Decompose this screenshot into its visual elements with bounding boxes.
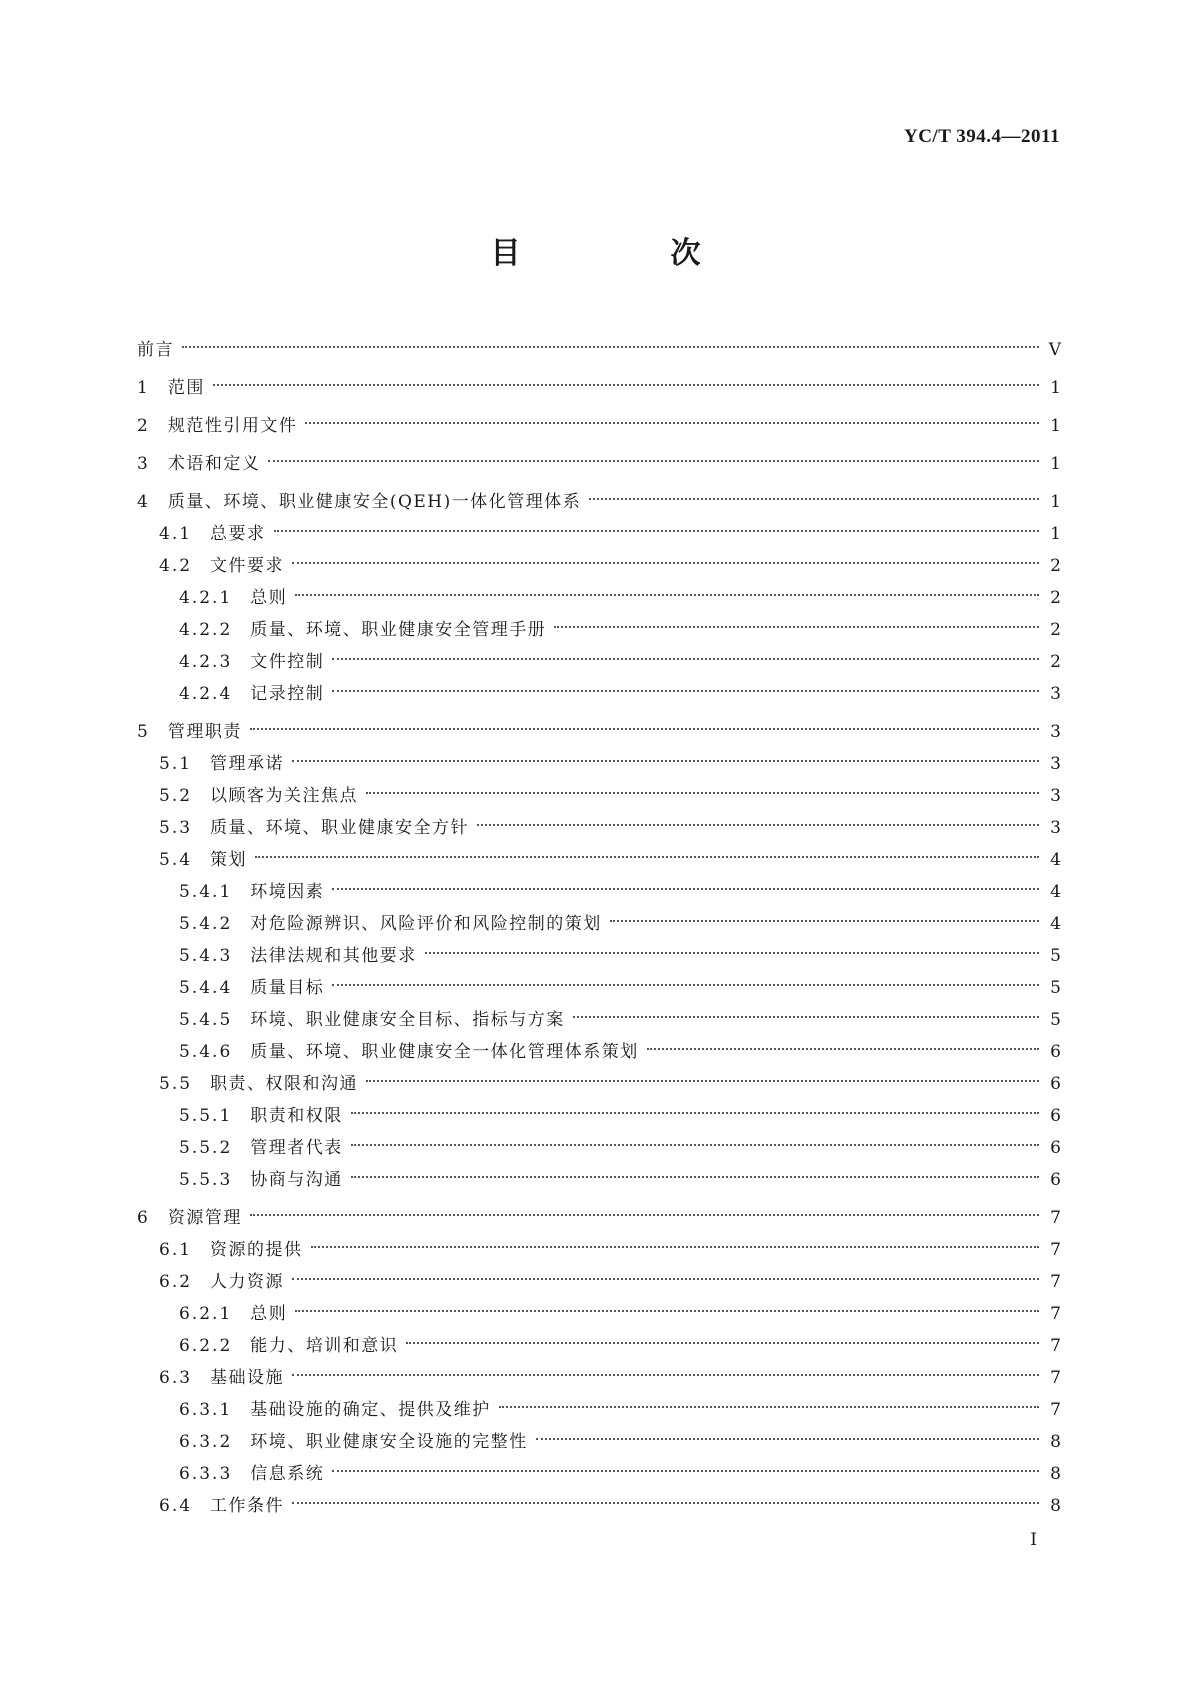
toc-entry[interactable]	[137, 486, 1061, 518]
toc-entry-page: 2	[1050, 620, 1061, 640]
toc-dot-leader	[182, 346, 1039, 348]
toc-entry-page: 7	[1050, 1336, 1061, 1356]
toc-entry[interactable]	[137, 876, 1061, 908]
toc-entry-title: 总则	[250, 588, 288, 608]
toc-entry-number: 6.2	[159, 1272, 193, 1292]
toc-entry[interactable]	[137, 1004, 1061, 1036]
toc-entry[interactable]	[137, 410, 1061, 442]
toc-dot-leader	[589, 498, 1039, 500]
toc-dot-leader	[292, 1502, 1039, 1504]
toc-entry-page: 4	[1050, 882, 1061, 902]
toc-dot-leader	[255, 856, 1039, 858]
toc-entry-title: 工作条件	[210, 1496, 285, 1516]
toc-entry-page: 5	[1050, 978, 1061, 998]
toc-dot-leader	[351, 1144, 1039, 1146]
toc-entry-title: 资源的提供	[210, 1240, 303, 1260]
toc-entry-title: 环境因素	[250, 882, 325, 902]
toc-dot-leader	[292, 1374, 1039, 1376]
toc-dot-leader	[366, 792, 1039, 794]
toc-entry-number: 4.2	[159, 556, 193, 576]
toc-entry-page: 1	[1050, 416, 1061, 436]
toc-entry[interactable]	[137, 1298, 1061, 1330]
toc-dot-leader	[573, 1016, 1039, 1018]
toc-entry-number: 4.2.3	[179, 652, 233, 672]
toc-entry-title: 以顾客为关注焦点	[210, 786, 359, 806]
toc-entry-page: 8	[1050, 1432, 1061, 1452]
toc-entry[interactable]	[137, 1234, 1061, 1266]
toc-dot-leader	[536, 1438, 1039, 1440]
toc-entry-number: 6.3.3	[179, 1464, 233, 1484]
toc-entry[interactable]	[137, 748, 1061, 780]
toc-entry-title: 质量、环境、职业健康安全管理手册	[250, 620, 547, 640]
toc-entry-number: 1	[137, 378, 150, 398]
standard-code: YC/T 394.4—2011	[903, 126, 1060, 147]
toc-entry-page: 6	[1050, 1170, 1061, 1190]
toc-entry-number: 6.2.1	[179, 1304, 233, 1324]
toc-entry-page: 7	[1050, 1400, 1061, 1420]
toc-entry-number: 5.4.2	[179, 914, 233, 934]
toc-dot-leader	[311, 1246, 1039, 1248]
toc-dot-leader	[332, 658, 1039, 660]
toc-dot-leader	[406, 1342, 1039, 1344]
toc-entry[interactable]	[137, 448, 1061, 480]
table-of-contents	[137, 334, 1061, 1522]
toc-entry-title: 对危险源辨识、风险评价和风险控制的策划	[250, 914, 602, 934]
toc-entry-page: 2	[1050, 588, 1061, 608]
toc-entry-title: 前言	[137, 340, 174, 360]
toc-entry-number: 4.1	[159, 524, 193, 544]
toc-entry-number: 6	[137, 1208, 150, 1228]
toc-entry[interactable]	[137, 716, 1061, 748]
toc-entry-page: 3	[1050, 722, 1061, 742]
toc-dot-leader	[213, 384, 1039, 386]
toc-dot-leader	[305, 422, 1039, 424]
toc-entry[interactable]	[137, 1036, 1061, 1068]
toc-dot-leader	[477, 824, 1039, 826]
toc-entry-title: 协商与沟通	[250, 1170, 343, 1190]
toc-entry[interactable]	[137, 550, 1061, 582]
toc-dot-leader	[268, 460, 1039, 462]
toc-dot-leader	[295, 594, 1039, 596]
toc-entry-page: 5	[1050, 1010, 1061, 1030]
toc-dot-leader	[332, 690, 1039, 692]
toc-entry[interactable]	[137, 1362, 1061, 1394]
toc-entry-number: 5.4.3	[179, 946, 233, 966]
toc-entry-number: 6.3.1	[179, 1400, 233, 1420]
toc-entry-page: 3	[1050, 818, 1061, 838]
toc-entry[interactable]	[137, 1426, 1061, 1458]
toc-entry-page: 7	[1050, 1304, 1061, 1324]
toc-entry[interactable]	[137, 972, 1061, 1004]
toc-entry-page: 1	[1050, 454, 1061, 474]
toc-entry-title: 基础设施的确定、提供及维护	[250, 1400, 491, 1420]
toc-entry[interactable]	[137, 1490, 1061, 1522]
toc-entry[interactable]	[137, 614, 1061, 646]
toc-dot-leader	[250, 728, 1039, 730]
toc-dot-leader	[554, 626, 1039, 628]
toc-entry-title: 质量、环境、职业健康安全方针	[210, 818, 470, 838]
toc-entry-number: 4	[137, 492, 150, 512]
toc-entry[interactable]	[137, 334, 1061, 366]
toc-entry-page: 8	[1050, 1464, 1061, 1484]
toc-entry-title: 管理职责	[167, 722, 242, 742]
toc-entry-title: 管理者代表	[250, 1138, 343, 1158]
toc-entry-title: 法律法规和其他要求	[250, 946, 417, 966]
toc-entry-page: 6	[1050, 1138, 1061, 1158]
toc-entry-title: 能力、培训和意识	[250, 1336, 399, 1356]
toc-entry-title: 职责、权限和沟通	[210, 1074, 359, 1094]
toc-entry-number: 5.4	[159, 850, 193, 870]
toc-entry-number: 6.3.2	[179, 1432, 233, 1452]
toc-entry-page: 7	[1050, 1368, 1061, 1388]
toc-dot-leader	[351, 1176, 1039, 1178]
toc-entry-number: 2	[137, 416, 150, 436]
toc-dot-leader	[610, 920, 1039, 922]
toc-entry[interactable]	[137, 1394, 1061, 1426]
toc-entry-number: 5	[137, 722, 150, 742]
toc-entry-number: 5.3	[159, 818, 193, 838]
toc-dot-leader	[366, 1080, 1039, 1082]
toc-entry-number: 5.4.1	[179, 882, 233, 902]
toc-dot-leader	[292, 760, 1039, 762]
toc-entry-page: 4	[1050, 850, 1061, 870]
toc-entry[interactable]	[137, 908, 1061, 940]
toc-entry[interactable]	[137, 1068, 1061, 1100]
page-number: I	[1030, 1530, 1037, 1550]
toc-entry-number: 6.4	[159, 1496, 193, 1516]
toc-entry-number: 5.4.6	[179, 1042, 233, 1062]
toc-entry-number: 3	[137, 454, 150, 474]
toc-dot-leader	[332, 984, 1039, 986]
toc-dot-leader	[292, 562, 1039, 564]
toc-entry[interactable]	[137, 1458, 1061, 1490]
toc-entry[interactable]	[137, 1132, 1061, 1164]
toc-entry[interactable]	[137, 1330, 1061, 1362]
toc-entry[interactable]	[137, 940, 1061, 972]
toc-entry[interactable]	[137, 1164, 1061, 1196]
toc-entry-title: 基础设施	[210, 1368, 285, 1388]
toc-entry-page: 2	[1050, 556, 1061, 576]
toc-entry-page: 4	[1050, 914, 1061, 934]
toc-dot-leader	[274, 530, 1039, 532]
toc-entry-number: 4.2.4	[179, 684, 233, 704]
toc-entry-title: 职责和权限	[250, 1106, 343, 1126]
toc-entry-title: 质量、环境、职业健康安全一体化管理体系策划	[250, 1042, 639, 1062]
toc-entry-page: 5	[1050, 946, 1061, 966]
toc-entry[interactable]	[137, 844, 1061, 876]
toc-entry-title: 记录控制	[250, 684, 325, 704]
toc-entry-title: 文件控制	[250, 652, 325, 672]
toc-entry-page: 8	[1050, 1496, 1061, 1516]
toc-dot-leader	[332, 888, 1039, 890]
toc-entry-title: 总则	[250, 1304, 288, 1324]
toc-entry-number: 5.5.1	[179, 1106, 233, 1126]
toc-entry-page: 3	[1050, 786, 1061, 806]
toc-entry-number: 5.5.2	[179, 1138, 233, 1158]
toc-entry[interactable]	[137, 518, 1061, 550]
toc-entry-title: 质量、环境、职业健康安全(QEH)一体化管理体系	[167, 492, 582, 512]
toc-entry-number: 6.2.2	[179, 1336, 233, 1356]
toc-entry-title: 文件要求	[210, 556, 285, 576]
toc-entry-title: 规范性引用文件	[167, 416, 298, 436]
toc-entry[interactable]	[137, 646, 1061, 678]
toc-dot-leader	[351, 1112, 1039, 1114]
toc-dot-leader	[295, 1310, 1039, 1312]
toc-entry-page: 1	[1050, 492, 1061, 512]
toc-entry-title: 环境、职业健康安全设施的完整性	[250, 1432, 528, 1452]
toc-entry-page: 3	[1050, 684, 1061, 704]
toc-entry-number: 5.2	[159, 786, 193, 806]
toc-entry[interactable]	[137, 780, 1061, 812]
toc-entry-number: 5.5.3	[179, 1170, 233, 1190]
toc-entry-page: 3	[1050, 754, 1061, 774]
toc-entry-title: 人力资源	[210, 1272, 285, 1292]
toc-entry-page: 7	[1050, 1208, 1061, 1228]
toc-entry[interactable]	[137, 582, 1061, 614]
toc-entry-title: 质量目标	[250, 978, 325, 998]
toc-entry-page: 2	[1050, 652, 1061, 672]
toc-entry-title: 术语和定义	[167, 454, 261, 474]
toc-entry[interactable]	[137, 1266, 1061, 1298]
toc-entry-number: 5.4.4	[179, 978, 233, 998]
toc-entry-title: 策划	[210, 850, 248, 870]
toc-entry[interactable]	[137, 678, 1061, 710]
toc-entry-title: 资源管理	[167, 1208, 242, 1228]
toc-dot-leader	[292, 1278, 1039, 1280]
toc-dot-leader	[647, 1048, 1039, 1050]
toc-entry-title: 管理承诺	[210, 754, 285, 774]
toc-entry-number: 4.2.1	[179, 588, 233, 608]
toc-dot-leader	[425, 952, 1039, 954]
toc-entry-page: 1	[1050, 378, 1061, 398]
toc-entry[interactable]	[137, 812, 1061, 844]
toc-entry-title: 范围	[167, 378, 205, 398]
toc-entry-number: 6.3	[159, 1368, 193, 1388]
toc-entry-number: 5.1	[159, 754, 193, 774]
toc-entry-number: 4.2.2	[179, 620, 233, 640]
toc-entry-page: 1	[1050, 524, 1061, 544]
toc-entry-page: 6	[1050, 1074, 1061, 1094]
toc-entry-page: 7	[1050, 1272, 1061, 1292]
toc-entry-number: 5.5	[159, 1074, 193, 1094]
toc-entry-page: 6	[1050, 1042, 1061, 1062]
toc-entry-page: 7	[1050, 1240, 1061, 1260]
toc-dot-leader	[250, 1214, 1039, 1216]
toc-entry-page: V	[1048, 340, 1061, 360]
toc-entry[interactable]	[137, 1100, 1061, 1132]
toc-entry-title: 环境、职业健康安全目标、指标与方案	[250, 1010, 565, 1030]
toc-dot-leader	[332, 1470, 1039, 1472]
toc-entry-number: 5.4.5	[179, 1010, 233, 1030]
toc-entry[interactable]	[137, 1202, 1061, 1234]
toc-title: 目 次	[490, 236, 761, 271]
toc-entry-title: 信息系统	[250, 1464, 325, 1484]
toc-dot-leader	[499, 1406, 1039, 1408]
toc-entry-page: 6	[1050, 1106, 1061, 1126]
toc-entry-title: 总要求	[210, 524, 266, 544]
toc-entry-number: 6.1	[159, 1240, 193, 1260]
toc-entry[interactable]	[137, 372, 1061, 404]
